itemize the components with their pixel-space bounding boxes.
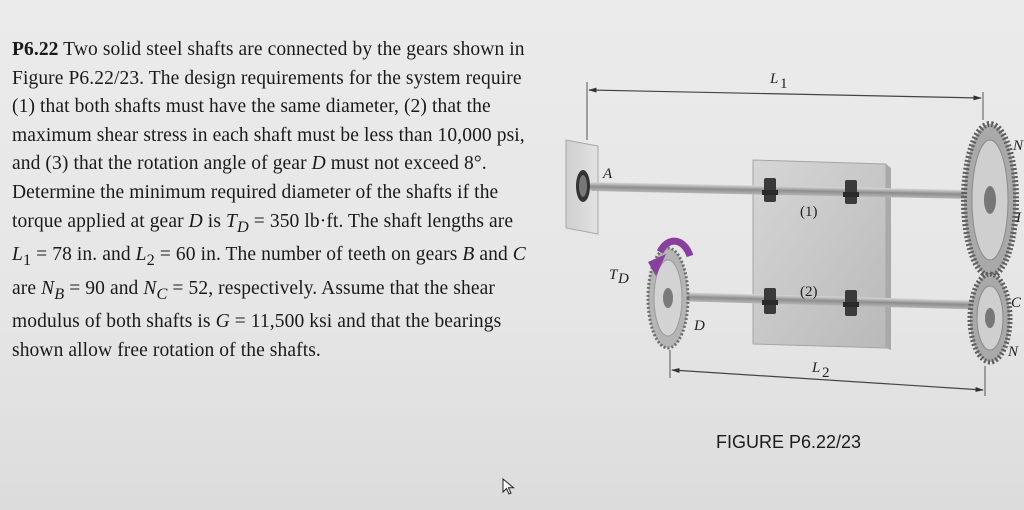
problem-text-e: = 78 in. and [31, 244, 136, 266]
gear-c [970, 274, 1010, 362]
l2-symbol: L [135, 244, 147, 266]
gear-d-label-2: D [188, 210, 203, 232]
nb-edge-label: N [1013, 138, 1024, 154]
b-edge-label: I [1016, 210, 1021, 226]
l2-label: L [812, 360, 821, 376]
problem-number: P6.22 [12, 39, 59, 60]
figure-caption: FIGURE P6.22/23 [716, 432, 862, 452]
problem-text-k: = 11,500 ksi and that the bearings shown allow free rotation of the shafts. [12, 311, 502, 361]
torque-label-sub: D [618, 271, 629, 287]
nc-symbol: N [143, 277, 157, 299]
torque-symbol: T [226, 210, 237, 232]
nc-subscript: C [156, 284, 168, 303]
problem-text-b: must not exceed 8°. Determine the minimum required diameter of the shafts if the torque applied at gear [12, 153, 499, 232]
l2-dimension [670, 350, 985, 396]
problem-text-a: Two solid steel shafts are connected by the gears shown in Figure P6.22/23. The design requirements for the system require (1) that both shafts must have the same diameter, (2) that the maximum shear stress in each shaft must be less than 10,000 psi, and (3) that the rotation angle of gear [12, 39, 525, 175]
nb-subscript: B [54, 284, 65, 303]
problem-text-g: and [474, 244, 513, 266]
l2-subscript: 2 [146, 250, 155, 269]
l1-label-sub: 1 [780, 76, 788, 92]
gear-d-label: D [311, 153, 326, 175]
problem-text-h: are [12, 277, 42, 299]
problem-text-d: = 350 lb·ft. The shaft lengths are [248, 210, 514, 232]
nb-symbol: N [41, 277, 55, 299]
l1-subscript: 1 [22, 250, 32, 269]
l1-symbol: L [12, 244, 23, 266]
problem-text-f: = 60 in. The number of teeth on gears [154, 244, 463, 266]
torque-subscript: D [236, 217, 249, 236]
shaft-1-label: (1) [800, 204, 818, 220]
gear-b-label: B [462, 244, 475, 266]
l2-label-sub: 2 [822, 365, 830, 381]
nc-edge-label: N [1008, 344, 1019, 360]
shaft-2-label: (2) [800, 284, 818, 300]
mouse-pointer-icon [502, 478, 516, 496]
gear-d-figure-label: D [694, 318, 705, 334]
c-edge-label: C [1011, 295, 1022, 311]
problem-text-c: is [202, 210, 226, 232]
gear-b [964, 124, 1016, 276]
l1-dimension [587, 71, 983, 140]
problem-text-j: = 52, respectively. Assume that the shear modulus of both shafts is [12, 277, 495, 333]
g-symbol: G [215, 311, 230, 333]
l1-label: L [770, 71, 779, 87]
torque-label: T [609, 267, 618, 283]
gear-c-label: C [512, 244, 526, 266]
support-a-label: A [603, 166, 613, 182]
problem-text-i: = 90 and [64, 277, 144, 299]
